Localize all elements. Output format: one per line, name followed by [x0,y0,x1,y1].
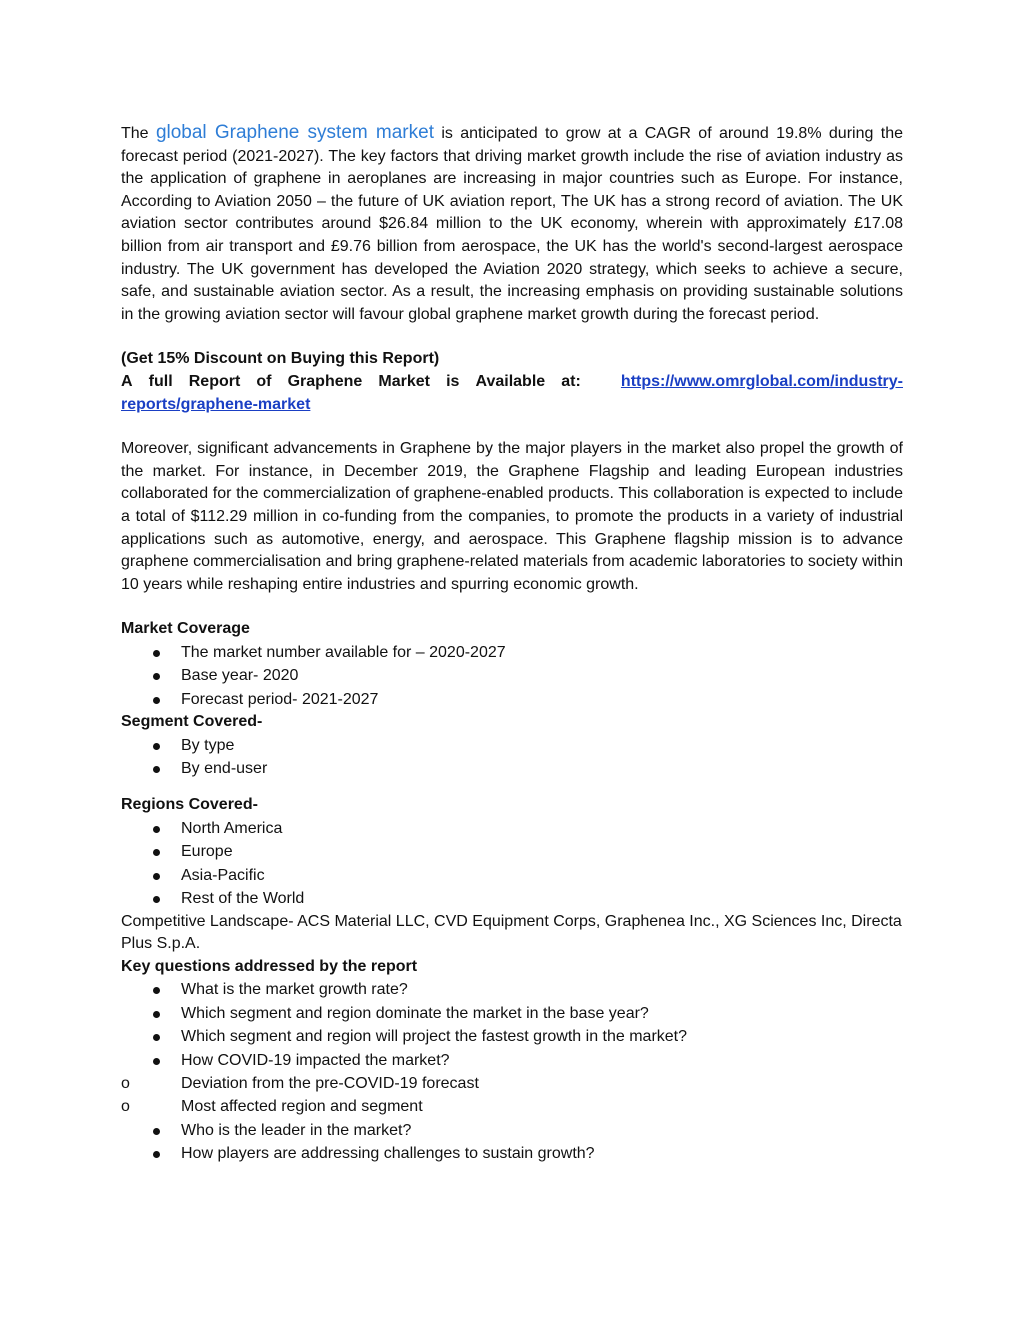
list-item: Which segment and region will project the fastest growth in the market? [121,1025,903,1048]
segment-covered-heading: Segment Covered- [121,713,263,731]
list-item: Base year- 2020 [121,664,903,687]
report-word: Graphene [287,372,363,390]
market-coverage-list [121,641,903,711]
report-url-link-part1[interactable]: https://www.omrglobal.com/industry- [620,372,903,390]
circle-marker-icon: o [121,1074,130,1092]
list-item: Who is the leader in the market? [121,1119,903,1142]
bullet-icon [153,826,160,833]
report-word: Available [475,372,546,390]
intro-body: is anticipated to grow at a CAGR of around 19.8% during the forecast period (2021-2027). The key factors that driving market growth include the rise of aviation industry as the application of graphene in aeroplanes are increasing in major countries such as Europe. For instance, According to Aviation 2050 – the future of UK aviation report, The UK has a strong record of aviation. The UK aviation sector contributes around $26.84 million to the UK economy, wherein with approximately £17.08 billion from air transport and £9.76 billion from aerospace, the UK has the world's second-largest aerospace industry. The UK government has developed the Aviation 2020 strategy, which seeks to achieve a secure, safe, and sustainable aviation sector. As a result, the increasing emphasis on providing sustainable solutions in the growing aviation sector will favour global graphene market growth during the forecast period. [121,125,903,323]
bullet-icon [153,1011,160,1018]
key-questions-heading: Key questions addressed by the report [121,957,418,975]
report-word: Market [378,372,430,390]
bullet-icon [153,873,160,880]
moreover-paragraph: Moreover, significant advancements in Graphene by the major players in the market also propel the growth of the market. For instance, in December 2019, the Graphene Flagship and leading European industries collaborated for the commercialization of graphene-enabled products. This collaboration is expected to include a total of $112.29 million in co-funding from the companies, to promote the products in a variety of industrial applications such as automotive, energy, and aerospace. This Graphene flagship mission is to advance graphene commercialisation and bring graphene-related materials from academic laboratories to society within 10 years while reshaping entire industries and spurring economic growth. [121,440,903,593]
bullet-icon [153,849,160,856]
graphene-market-link[interactable]: global Graphene system market [155,122,434,143]
list-item: How COVID-19 impacted the market? [121,1049,903,1072]
report-word: full [148,372,173,390]
list-item: Forecast period- 2021-2027 [121,688,903,711]
list-item: North America [121,817,903,840]
bullet-icon [153,697,160,704]
report-word: A [121,372,133,390]
list-item: The market number available for – 2020-2027 [121,641,903,664]
list-item: Which segment and region dominate the market in the base year? [121,1002,903,1025]
bullet-icon [153,743,160,750]
circle-marker-icon: o [121,1098,130,1116]
bullet-icon [153,650,160,657]
intro-paragraph [121,122,903,326]
report-word: Report [188,372,241,390]
bullet-icon [153,673,160,680]
bullet-icon [153,1034,160,1041]
report-word: of [256,372,272,390]
sub-list-item: o Most affected region and segment [121,1095,903,1118]
report-word: is [446,372,460,390]
segment-covered-list [121,734,903,781]
report-word: at: [561,372,581,390]
bullet-icon [153,896,160,903]
intro-lead: The [121,125,149,142]
sub-list-item: o Deviation from the pre-COVID-19 forecast [121,1072,903,1095]
document-page [121,122,903,1165]
bullet-icon [153,766,160,773]
key-questions-list [121,978,903,1165]
market-coverage-heading: Market Coverage [121,620,250,638]
list-item: Asia-Pacific [121,864,903,887]
list-item: What is the market growth rate? [121,978,903,1001]
list-item: How players are addressing challenges to sustain growth? [121,1142,903,1165]
bullet-icon [153,1151,160,1158]
competitive-landscape: Competitive Landscape- ACS Material LLC, CVD Equipment Corps, Graphenea Inc., XG Sciences Inc, Directa Plus S.p.A. [121,912,902,953]
discount-note: (Get 15% Discount on Buying this Report) [121,350,440,368]
report-url-link-part2[interactable]: reports/graphene-market [121,395,311,413]
bullet-icon [153,1128,160,1135]
list-item: Rest of the World [121,887,903,910]
list-item: Europe [121,840,903,863]
list-item: By type [121,734,903,757]
bullet-icon [153,1058,160,1065]
list-item: By end-user [121,757,903,780]
regions-covered-heading: Regions Covered- [121,796,258,814]
bullet-icon [153,987,160,994]
regions-covered-list [121,817,903,911]
report-availability-line [121,371,903,394]
